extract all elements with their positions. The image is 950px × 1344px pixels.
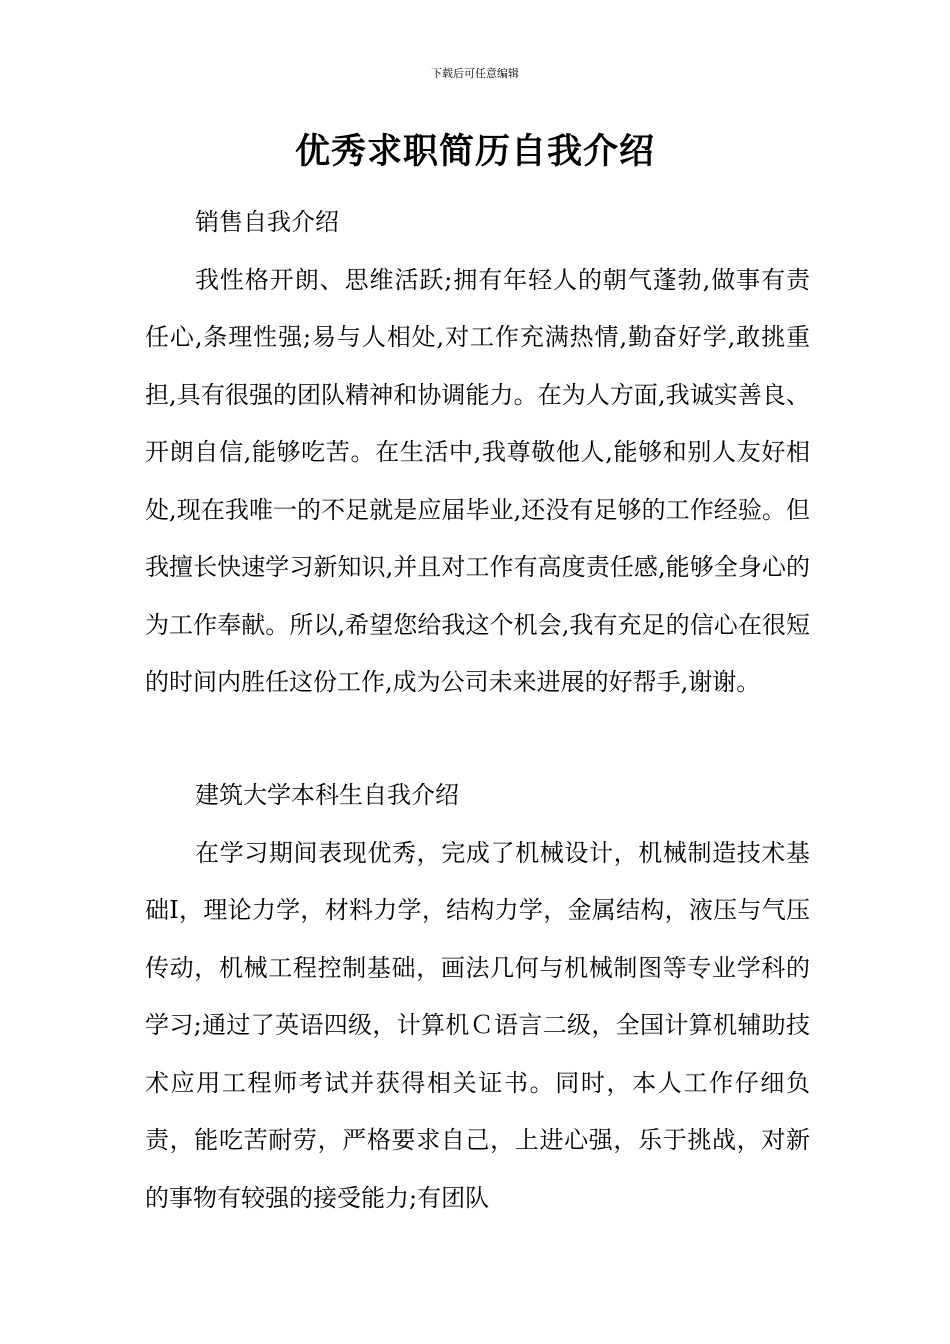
section-heading: 销售自我介绍 xyxy=(195,208,339,236)
document-title: 优秀求职简历自我介绍 xyxy=(294,131,655,172)
section-paragraph: 在学习期间表现优秀，完成了机械设计，机械制造技术基础Ⅰ，理论力学，材料力学，结构力学，金属结构，液压与气压传动，机械工程控制基础，画法几何与机械制图等专业学科的学习;通过了英语四级，计算机Ｃ语言二级，全国计算机辅助技术应用工程师考试并获得相关证书。同时，本人工作仔细负责，能吃苦耐劳，严格要求自己，上进心强，乐于挑战，对新的事物有较强的接受能力;有团队 xyxy=(145,838,810,1212)
section-heading: 建筑大学本科生自我介绍 xyxy=(195,781,459,809)
section-paragraph: 我性格开朗、思维活跃;拥有年轻人的朝气蓬勃,做事有责任心,条理性强;易与人相处,对工作充满热情,勤奋好学,敢挑重担,具有很强的团队精神和协调能力。在为人方面,我诚实善良、开朗自信,能够吃苦。在生活中,我尊敬他人,能够和别人友好相处,现在我唯一的不足就是应届毕业,还没有足够的工作经验。但我擅长快速学习新知识,并且对工作有高度责任感,能够全身心的为工作奉献。所以,希望您给我这个机会,我有充足的信心在很短的时间内胜任这份工作,成为公司未来进展的好帮手,谢谢。 xyxy=(145,265,810,696)
header-note: 下载后可任意编辑 xyxy=(431,67,519,80)
section-architecture-student-intro xyxy=(145,767,810,1227)
section-sales-intro xyxy=(145,194,810,712)
